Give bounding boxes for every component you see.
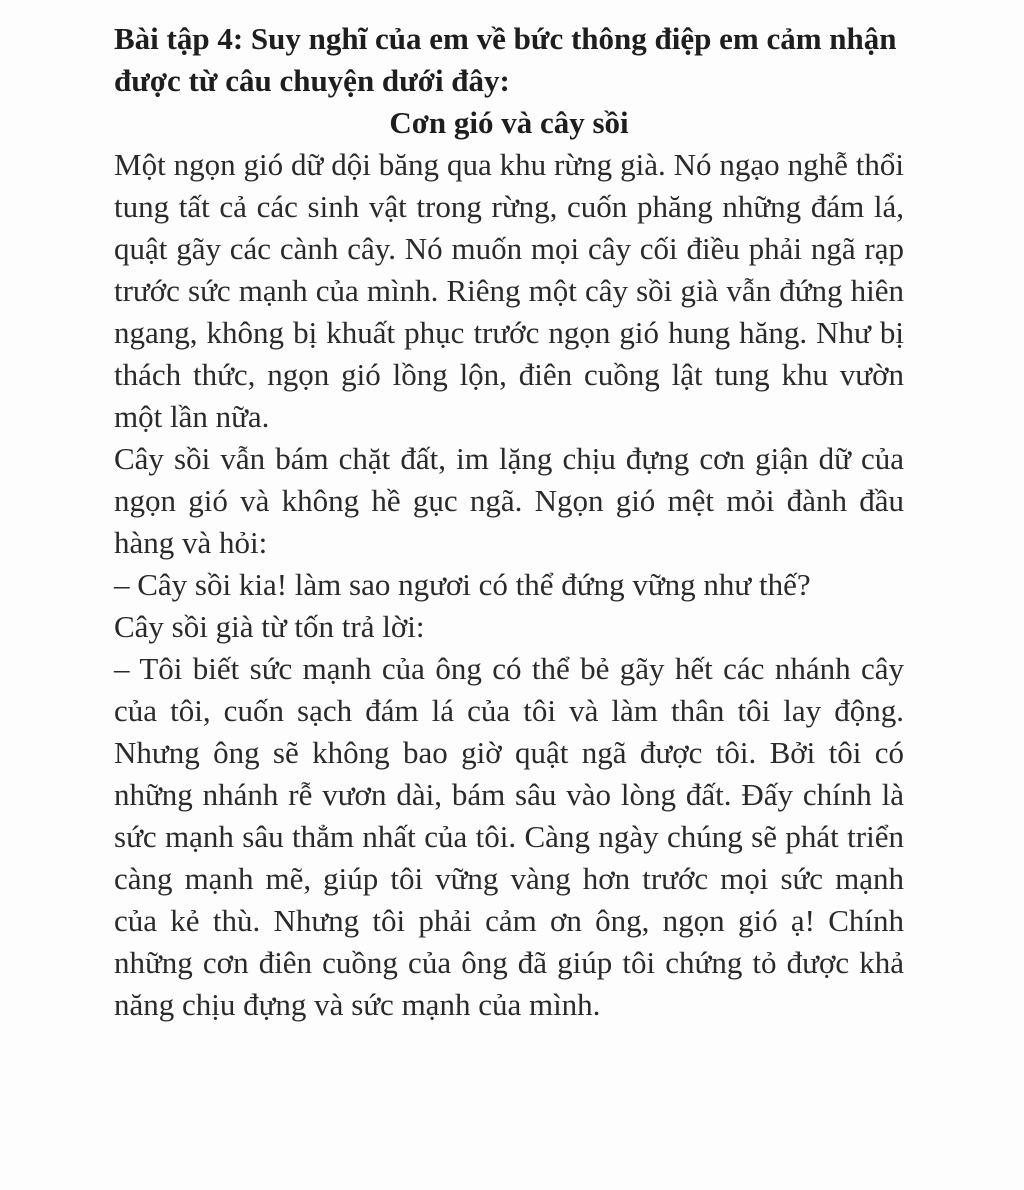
oak-answer: – Tôi biết sức mạnh của ông có thể bẻ gãy hết các nhánh cây của tôi, cuốn sạch đám lá của tôi và làm thân tôi lay động. Nhưng ông sẽ không bao giờ quật ngã được tôi. Bởi tôi có những nhánh rễ vươn dài, bám sâu vào lòng đất. Đấy chính là sức mạnh sâu thẳm nhất của tôi. Càng ngày chúng sẽ phát triển càng mạnh mẽ, giúp tôi vững vàng hơn trước mọi sức mạnh của kẻ thù. Nhưng tôi phải cảm ơn ông, ngọn gió ạ! Chính những cơn điên cuồng của ông đã giúp tôi chứng tỏ được khả năng chịu đựng và sức mạnh của mình.	[114, 651, 904, 1022]
text-column	[114, 18, 904, 1026]
exercise-prompt: Bài tập 4: Suy nghĩ của em về bức thông điệp em cảm nhận được từ câu chuyện dưới đây:	[114, 21, 897, 98]
story-paragraph-1: Một ngọn gió dữ dội băng qua khu rừng già. Nó ngạo nghễ thổi tung tất cả các sinh vật trong rừng, cuốn phăng những đám lá, quật gãy các cành cây. Nó muốn mọi cây cối điều phải ngã rạp trước sức mạnh của mình. Riêng một cây sồi già vẫn đứng hiên ngang, không bị khuất phục trước ngọn gió hung hăng. Như bị thách thức, ngọn gió lồng lộn, điên cuồng lật tung khu vườn một lần nữa.	[114, 147, 904, 434]
wind-question: – Cây sồi kia! làm sao ngươi có thể đứng vững như thế?	[114, 567, 811, 602]
story-paragraph-3: Cây sồi già từ tốn trả lời:	[114, 609, 425, 644]
story-paragraph-2: Cây sồi vẫn bám chặt đất, im lặng chịu đựng cơn giận dữ của ngọn gió và không hề gục ngã. Ngọn gió mệt mỏi đành đầu hàng và hỏi:	[114, 441, 904, 560]
story-title: Cơn gió và cây sồi	[389, 105, 629, 140]
